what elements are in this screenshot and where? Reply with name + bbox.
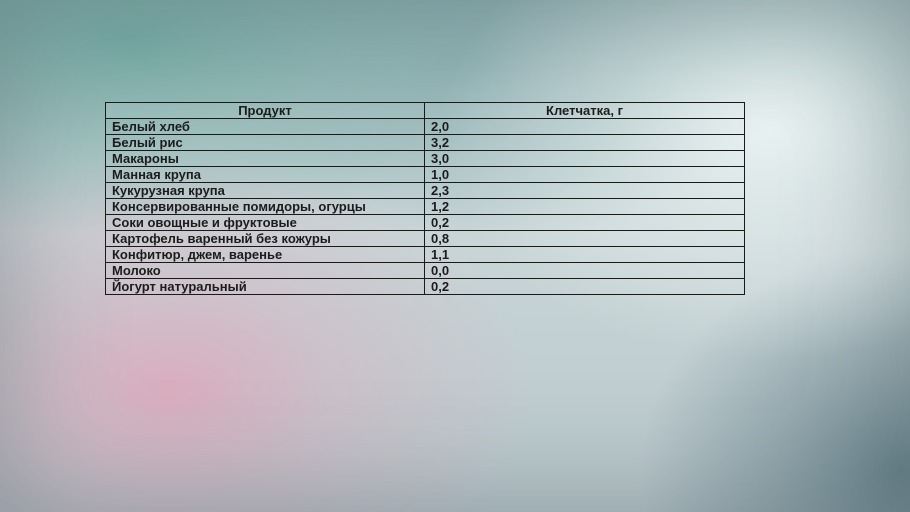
table-row [106, 215, 745, 231]
fiber-value-cell: 3,0 [425, 151, 745, 167]
table-header-row [106, 103, 745, 119]
table-row [106, 263, 745, 279]
table-row [106, 247, 745, 263]
fiber-content-table [105, 102, 745, 295]
fiber-value-cell: 3,2 [425, 135, 745, 151]
product-cell: Манная крупа [106, 167, 425, 183]
product-cell: Йогурт натуральный [106, 279, 425, 295]
fiber-value-cell: 0,0 [425, 263, 745, 279]
fiber-value-cell: 0,2 [425, 279, 745, 295]
product-cell: Макароны [106, 151, 425, 167]
fiber-value-cell: 1,2 [425, 199, 745, 215]
column-header-product: Продукт [106, 103, 425, 119]
product-cell: Кукурузная крупа [106, 183, 425, 199]
fiber-value-cell: 2,0 [425, 119, 745, 135]
fiber-value-cell: 0,8 [425, 231, 745, 247]
table-row [106, 151, 745, 167]
fiber-value-cell: 1,1 [425, 247, 745, 263]
table-row [106, 231, 745, 247]
table-row [106, 119, 745, 135]
fiber-value-cell: 2,3 [425, 183, 745, 199]
table-row [106, 199, 745, 215]
product-cell: Белый рис [106, 135, 425, 151]
product-cell: Молоко [106, 263, 425, 279]
table-row [106, 183, 745, 199]
product-cell: Белый хлеб [106, 119, 425, 135]
fiber-value-cell: 1,0 [425, 167, 745, 183]
product-cell: Конфитюр, джем, варенье [106, 247, 425, 263]
product-cell: Консервированные помидоры, огурцы [106, 199, 425, 215]
product-cell: Картофель варенный без кожуры [106, 231, 425, 247]
table-row [106, 135, 745, 151]
table-row [106, 279, 745, 295]
table-row [106, 167, 745, 183]
fiber-value-cell: 0,2 [425, 215, 745, 231]
column-header-fiber: Клетчатка, г [425, 103, 745, 119]
product-cell: Соки овощные и фруктовые [106, 215, 425, 231]
